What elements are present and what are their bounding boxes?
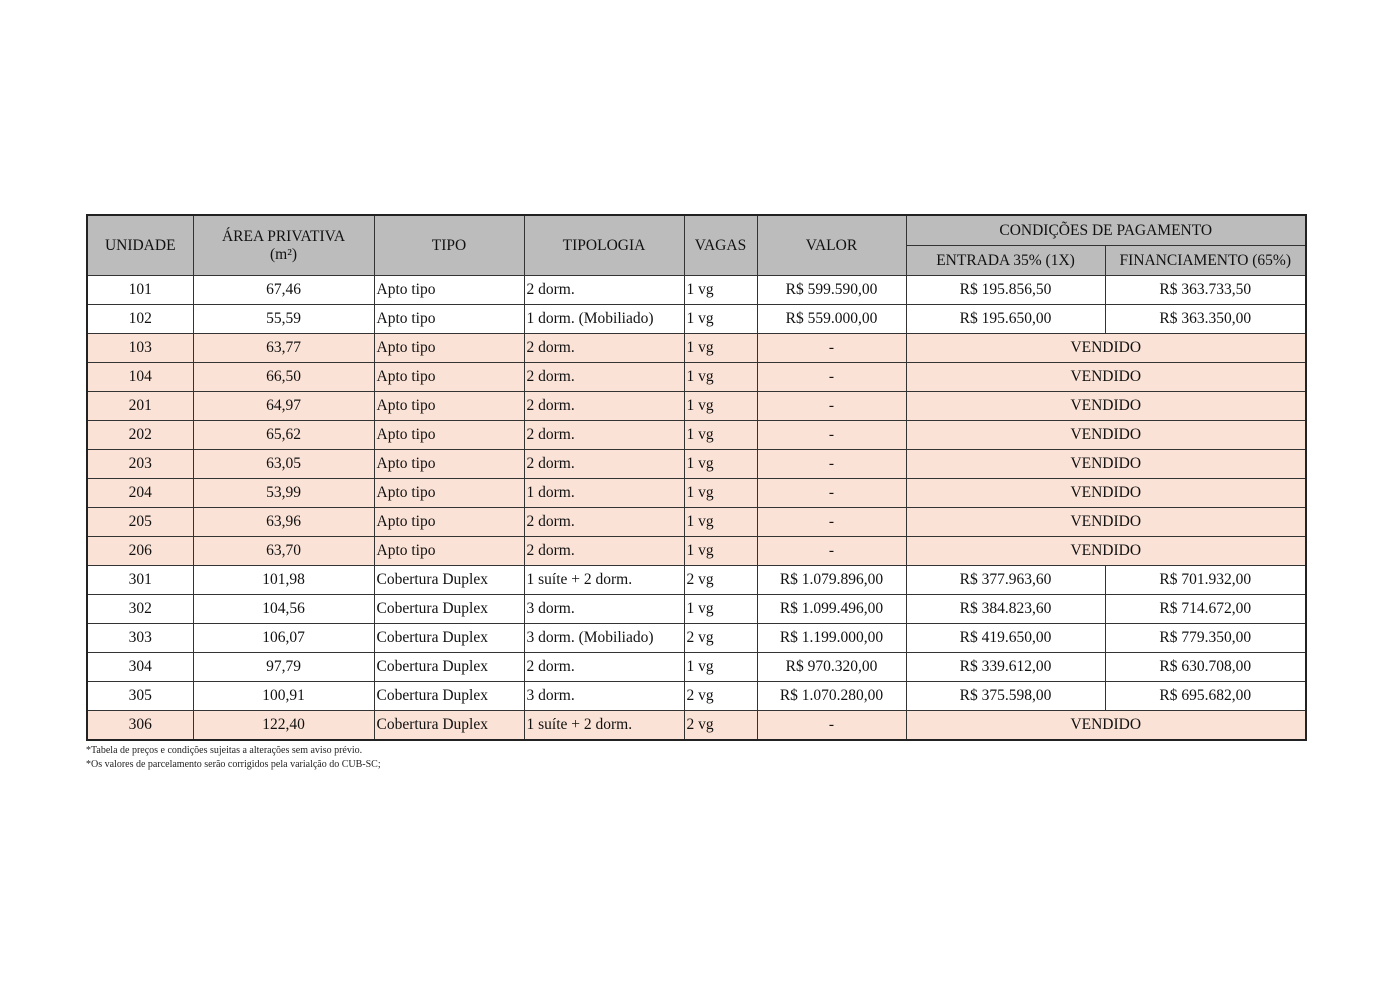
cell-unidade: 101 xyxy=(87,276,193,305)
cell-valor: R$ 1.070.280,00 xyxy=(757,682,906,711)
cell-unidade: 205 xyxy=(87,508,193,537)
cell-unidade: 201 xyxy=(87,392,193,421)
cell-tipo: Apto tipo xyxy=(374,334,524,363)
table-row xyxy=(87,624,1306,653)
header-condicoes-pagamento: CONDIÇÕES DE PAGAMENTO xyxy=(906,215,1306,246)
table-row xyxy=(87,421,1306,450)
cell-status-vendido: VENDIDO xyxy=(906,508,1306,537)
cell-entrada: R$ 377.963,60 xyxy=(906,566,1105,595)
cell-valor: R$ 599.590,00 xyxy=(757,276,906,305)
cell-entrada: R$ 384.823,60 xyxy=(906,595,1105,624)
cell-area: 122,40 xyxy=(193,711,374,741)
cell-tipologia: 2 dorm. xyxy=(524,363,684,392)
table-row xyxy=(87,537,1306,566)
cell-vagas: 1 vg xyxy=(684,363,757,392)
cell-area: 104,56 xyxy=(193,595,374,624)
header-unidade: UNIDADE xyxy=(87,215,193,276)
cell-tipo: Cobertura Duplex xyxy=(374,711,524,741)
cell-tipologia: 2 dorm. xyxy=(524,276,684,305)
cell-status-vendido: VENDIDO xyxy=(906,711,1306,741)
header-tipologia: TIPOLOGIA xyxy=(524,215,684,276)
cell-unidade: 103 xyxy=(87,334,193,363)
table-row xyxy=(87,392,1306,421)
cell-tipologia: 1 suíte + 2 dorm. xyxy=(524,566,684,595)
cell-financiamento: R$ 363.733,50 xyxy=(1105,276,1306,305)
cell-tipo: Apto tipo xyxy=(374,508,524,537)
cell-valor: - xyxy=(757,479,906,508)
table-row xyxy=(87,276,1306,305)
table-row xyxy=(87,711,1306,741)
cell-vagas: 1 vg xyxy=(684,595,757,624)
cell-status-vendido: VENDIDO xyxy=(906,334,1306,363)
header-area-privativa xyxy=(193,215,374,276)
table-row xyxy=(87,595,1306,624)
cell-vagas: 1 vg xyxy=(684,537,757,566)
header-valor: VALOR xyxy=(757,215,906,276)
cell-vagas: 1 vg xyxy=(684,276,757,305)
cell-tipo: Apto tipo xyxy=(374,421,524,450)
cell-area: 106,07 xyxy=(193,624,374,653)
cell-status-vendido: VENDIDO xyxy=(906,421,1306,450)
cell-area: 63,70 xyxy=(193,537,374,566)
cell-entrada: R$ 375.598,00 xyxy=(906,682,1105,711)
cell-financiamento: R$ 363.350,00 xyxy=(1105,305,1306,334)
cell-unidade: 302 xyxy=(87,595,193,624)
cell-area: 64,97 xyxy=(193,392,374,421)
cell-entrada: R$ 195.650,00 xyxy=(906,305,1105,334)
cell-vagas: 1 vg xyxy=(684,479,757,508)
table-row xyxy=(87,682,1306,711)
cell-tipo: Apto tipo xyxy=(374,305,524,334)
cell-tipologia: 3 dorm. xyxy=(524,595,684,624)
cell-tipo: Cobertura Duplex xyxy=(374,653,524,682)
cell-area: 63,77 xyxy=(193,334,374,363)
footnote-1: *Tabela de preços e condições sujeitas a alterações sem aviso prévio. xyxy=(86,745,363,756)
table-row xyxy=(87,653,1306,682)
cell-valor: R$ 970.320,00 xyxy=(757,653,906,682)
cell-vagas: 1 vg xyxy=(684,305,757,334)
cell-status-vendido: VENDIDO xyxy=(906,537,1306,566)
cell-vagas: 1 vg xyxy=(684,508,757,537)
cell-tipologia: 2 dorm. xyxy=(524,450,684,479)
cell-tipo: Apto tipo xyxy=(374,392,524,421)
cell-valor: - xyxy=(757,421,906,450)
footnotes xyxy=(86,744,1305,772)
table-row xyxy=(87,305,1306,334)
cell-area: 63,96 xyxy=(193,508,374,537)
cell-tipo: Apto tipo xyxy=(374,479,524,508)
cell-tipologia: 3 dorm. (Mobiliado) xyxy=(524,624,684,653)
cell-vagas: 2 vg xyxy=(684,682,757,711)
table-row xyxy=(87,450,1306,479)
cell-unidade: 304 xyxy=(87,653,193,682)
cell-financiamento: R$ 714.672,00 xyxy=(1105,595,1306,624)
cell-financiamento: R$ 779.350,00 xyxy=(1105,624,1306,653)
cell-area: 55,59 xyxy=(193,305,374,334)
cell-status-vendido: VENDIDO xyxy=(906,363,1306,392)
cell-unidade: 102 xyxy=(87,305,193,334)
cell-tipologia: 2 dorm. xyxy=(524,421,684,450)
cell-area: 65,62 xyxy=(193,421,374,450)
cell-vagas: 1 vg xyxy=(684,653,757,682)
cell-tipologia: 2 dorm. xyxy=(524,537,684,566)
header-vagas: VAGAS xyxy=(684,215,757,276)
cell-entrada: R$ 339.612,00 xyxy=(906,653,1105,682)
cell-tipologia: 2 dorm. xyxy=(524,653,684,682)
cell-area: 66,50 xyxy=(193,363,374,392)
cell-financiamento: R$ 630.708,00 xyxy=(1105,653,1306,682)
cell-entrada: R$ 195.856,50 xyxy=(906,276,1105,305)
header-area-line1: ÁREA PRIVATIVA xyxy=(221,227,346,245)
cell-vagas: 1 vg xyxy=(684,392,757,421)
header-financiamento: FINANCIAMENTO (65%) xyxy=(1105,246,1306,276)
cell-status-vendido: VENDIDO xyxy=(906,392,1306,421)
cell-tipologia: 2 dorm. xyxy=(524,334,684,363)
cell-valor: R$ 1.099.496,00 xyxy=(757,595,906,624)
cell-status-vendido: VENDIDO xyxy=(906,479,1306,508)
cell-vagas: 1 vg xyxy=(684,450,757,479)
cell-area: 100,91 xyxy=(193,682,374,711)
table-row xyxy=(87,363,1306,392)
cell-valor: R$ 1.079.896,00 xyxy=(757,566,906,595)
cell-area: 97,79 xyxy=(193,653,374,682)
cell-tipologia: 1 dorm. (Mobiliado) xyxy=(524,305,684,334)
table-header xyxy=(87,215,1306,276)
cell-tipo: Apto tipo xyxy=(374,450,524,479)
table-body xyxy=(87,276,1306,741)
cell-valor: - xyxy=(757,450,906,479)
cell-tipo: Apto tipo xyxy=(374,276,524,305)
cell-unidade: 305 xyxy=(87,682,193,711)
cell-financiamento: R$ 701.932,00 xyxy=(1105,566,1306,595)
cell-unidade: 301 xyxy=(87,566,193,595)
cell-vagas: 1 vg xyxy=(684,334,757,363)
table-row xyxy=(87,334,1306,363)
header-area-line2: (m²) xyxy=(269,245,298,263)
cell-tipologia: 2 dorm. xyxy=(524,392,684,421)
cell-unidade: 206 xyxy=(87,537,193,566)
cell-valor: R$ 1.199.000,00 xyxy=(757,624,906,653)
cell-tipo: Cobertura Duplex xyxy=(374,566,524,595)
cell-unidade: 104 xyxy=(87,363,193,392)
table-row xyxy=(87,479,1306,508)
cell-vagas: 2 vg xyxy=(684,566,757,595)
header-tipo: TIPO xyxy=(374,215,524,276)
footnote-2: *Os valores de parcelamento serão corrigidos pela varialção do CUB-SC; xyxy=(86,759,381,770)
price-table-sheet xyxy=(86,214,1305,772)
cell-tipologia: 2 dorm. xyxy=(524,508,684,537)
cell-unidade: 204 xyxy=(87,479,193,508)
table-row xyxy=(87,508,1306,537)
cell-tipo: Cobertura Duplex xyxy=(374,682,524,711)
cell-vagas: 2 vg xyxy=(684,711,757,741)
cell-area: 101,98 xyxy=(193,566,374,595)
price-table xyxy=(86,214,1307,741)
cell-tipo: Cobertura Duplex xyxy=(374,624,524,653)
cell-valor: - xyxy=(757,334,906,363)
cell-tipo: Cobertura Duplex xyxy=(374,595,524,624)
cell-tipo: Apto tipo xyxy=(374,537,524,566)
cell-unidade: 202 xyxy=(87,421,193,450)
header-entrada: ENTRADA 35% (1X) xyxy=(906,246,1105,276)
cell-valor: - xyxy=(757,363,906,392)
cell-area: 67,46 xyxy=(193,276,374,305)
cell-valor: R$ 559.000,00 xyxy=(757,305,906,334)
cell-vagas: 2 vg xyxy=(684,624,757,653)
table-row xyxy=(87,566,1306,595)
cell-tipo: Apto tipo xyxy=(374,363,524,392)
cell-tipologia: 1 suíte + 2 dorm. xyxy=(524,711,684,741)
cell-unidade: 303 xyxy=(87,624,193,653)
cell-valor: - xyxy=(757,537,906,566)
cell-area: 63,05 xyxy=(193,450,374,479)
cell-valor: - xyxy=(757,711,906,741)
cell-unidade: 306 xyxy=(87,711,193,741)
cell-vagas: 1 vg xyxy=(684,421,757,450)
cell-status-vendido: VENDIDO xyxy=(906,450,1306,479)
cell-unidade: 203 xyxy=(87,450,193,479)
cell-entrada: R$ 419.650,00 xyxy=(906,624,1105,653)
cell-tipologia: 3 dorm. xyxy=(524,682,684,711)
cell-valor: - xyxy=(757,508,906,537)
cell-area: 53,99 xyxy=(193,479,374,508)
cell-tipologia: 1 dorm. xyxy=(524,479,684,508)
cell-valor: - xyxy=(757,392,906,421)
cell-financiamento: R$ 695.682,00 xyxy=(1105,682,1306,711)
